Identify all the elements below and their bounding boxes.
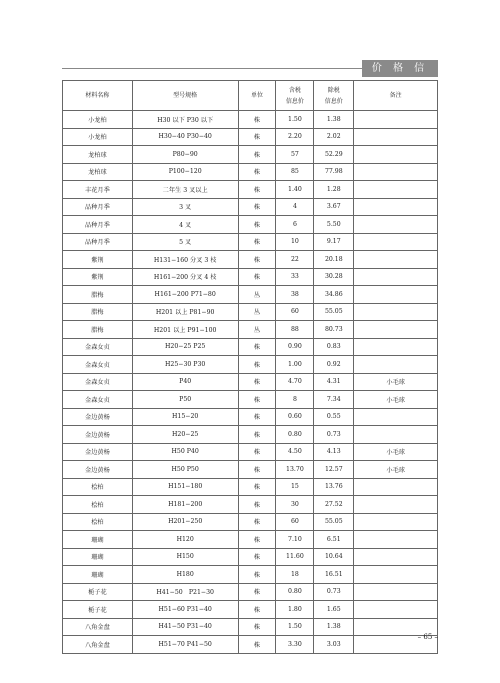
cell-unit: 株 — [238, 636, 276, 654]
cell-name: 栀子花 — [63, 583, 133, 601]
table-row — [63, 531, 438, 549]
header-tax-excluded-line1: 除税 — [327, 86, 340, 94]
cell-spec: H151−180 — [132, 478, 238, 496]
cell-name: 品种月季 — [63, 198, 133, 216]
cell-unit: 株 — [238, 251, 276, 269]
cell-note — [354, 513, 438, 531]
cell-note — [354, 198, 438, 216]
section-title-tag: 价 格 信 息 — [362, 60, 438, 77]
cell-note — [354, 111, 438, 129]
table-row — [63, 566, 438, 584]
table-row — [63, 268, 438, 286]
cell-unit: 株 — [238, 373, 276, 391]
cell-tax-included: 10 — [276, 233, 314, 251]
table-row — [63, 338, 438, 356]
cell-spec: P50 — [132, 391, 238, 409]
cell-name: 桧柏 — [63, 496, 133, 514]
table-row — [63, 233, 438, 251]
cell-tax-included: 0.60 — [276, 408, 314, 426]
cell-spec: 5 叉 — [132, 233, 238, 251]
cell-spec: H50 P50 — [132, 461, 238, 479]
cell-note — [354, 601, 438, 619]
cell-name: 桧柏 — [63, 478, 133, 496]
cell-tax-included: 1.40 — [276, 181, 314, 199]
cell-tax-included: 0.90 — [276, 338, 314, 356]
cell-tax-excluded: 80.73 — [314, 321, 354, 339]
cell-name: 八角金盘 — [63, 636, 133, 654]
table-row — [63, 618, 438, 636]
cell-spec: H161−200 P71−80 — [132, 286, 238, 304]
table-row — [63, 321, 438, 339]
table-row — [63, 373, 438, 391]
cell-tax-excluded: 0.55 — [314, 408, 354, 426]
cell-unit: 株 — [238, 531, 276, 549]
cell-spec: H30−40 P30−40 — [132, 128, 238, 146]
cell-spec: H201−250 — [132, 513, 238, 531]
cell-spec: H20−25 — [132, 426, 238, 444]
cell-note — [354, 163, 438, 181]
table-row — [63, 356, 438, 374]
cell-note: 小毛球 — [354, 391, 438, 409]
cell-tax-excluded: 0.73 — [314, 583, 354, 601]
cell-note: 小毛球 — [354, 373, 438, 391]
cell-unit: 株 — [238, 233, 276, 251]
cell-note — [354, 566, 438, 584]
cell-tax-included: 13.70 — [276, 461, 314, 479]
cell-unit: 株 — [238, 426, 276, 444]
cell-tax-included: 1.80 — [276, 601, 314, 619]
cell-tax-included: 0.80 — [276, 583, 314, 601]
cell-tax-excluded: 6.51 — [314, 531, 354, 549]
cell-tax-included: 0.80 — [276, 426, 314, 444]
cell-tax-included: 8 — [276, 391, 314, 409]
cell-unit: 株 — [238, 146, 276, 164]
table-row — [63, 426, 438, 444]
cell-name: 珊瑚 — [63, 548, 133, 566]
cell-tax-included: 60 — [276, 513, 314, 531]
cell-spec: H20−25 P25 — [132, 338, 238, 356]
cell-tax-included: 15 — [276, 478, 314, 496]
cell-spec: H51−60 P31−40 — [132, 601, 238, 619]
header-unit: 单位 — [238, 81, 276, 111]
cell-tax-excluded: 52.29 — [314, 146, 354, 164]
cell-tax-excluded: 9.17 — [314, 233, 354, 251]
table-row — [63, 496, 438, 514]
table-row — [63, 181, 438, 199]
cell-tax-excluded: 7.34 — [314, 391, 354, 409]
cell-tax-excluded: 16.51 — [314, 566, 354, 584]
cell-note: 小毛球 — [354, 443, 438, 461]
cell-tax-excluded: 30.28 — [314, 268, 354, 286]
cell-name: 紫荆 — [63, 268, 133, 286]
table-row — [63, 111, 438, 129]
cell-unit: 株 — [238, 461, 276, 479]
cell-tax-included: 57 — [276, 146, 314, 164]
cell-note — [354, 496, 438, 514]
cell-tax-included: 1.00 — [276, 356, 314, 374]
header-note: 备注 — [354, 81, 438, 111]
cell-note — [354, 146, 438, 164]
cell-tax-excluded: 55.05 — [314, 513, 354, 531]
table-row — [63, 408, 438, 426]
cell-name: 龙柏球 — [63, 163, 133, 181]
cell-spec: H50 P40 — [132, 443, 238, 461]
cell-name: 金边黄杨 — [63, 426, 133, 444]
cell-tax-excluded: 2.02 — [314, 128, 354, 146]
cell-note — [354, 548, 438, 566]
cell-unit: 株 — [238, 566, 276, 584]
cell-tax-excluded: 20.18 — [314, 251, 354, 269]
table-row — [63, 303, 438, 321]
cell-tax-excluded: 4.31 — [314, 373, 354, 391]
cell-name: 金边黄杨 — [63, 408, 133, 426]
cell-note — [354, 356, 438, 374]
table-row — [63, 286, 438, 304]
cell-tax-excluded: 77.98 — [314, 163, 354, 181]
cell-unit: 株 — [238, 128, 276, 146]
table-row — [63, 478, 438, 496]
cell-spec: H201 以上 P91−100 — [132, 321, 238, 339]
cell-spec: H41−50 P31−40 — [132, 618, 238, 636]
cell-tax-excluded: 1.38 — [314, 111, 354, 129]
cell-unit: 株 — [238, 513, 276, 531]
cell-spec: H180 — [132, 566, 238, 584]
table-header-row — [63, 81, 438, 111]
cell-note — [354, 286, 438, 304]
cell-name: 丰花月季 — [63, 181, 133, 199]
cell-tax-excluded: 3.67 — [314, 198, 354, 216]
header-tax-included-line2: 信息价 — [285, 97, 304, 105]
table-row — [63, 443, 438, 461]
cell-tax-included: 4.50 — [276, 443, 314, 461]
cell-spec: H131−160 分叉 3 枝 — [132, 251, 238, 269]
cell-unit: 丛 — [238, 321, 276, 339]
cell-unit: 株 — [238, 496, 276, 514]
cell-note — [354, 426, 438, 444]
cell-unit: 株 — [238, 583, 276, 601]
cell-tax-included: 22 — [276, 251, 314, 269]
cell-tax-excluded: 4.13 — [314, 443, 354, 461]
cell-unit: 株 — [238, 443, 276, 461]
cell-unit: 株 — [238, 163, 276, 181]
cell-spec: H150 — [132, 548, 238, 566]
table-row — [63, 461, 438, 479]
header-rule — [62, 68, 362, 69]
cell-name: 腊梅 — [63, 321, 133, 339]
cell-spec: H30 以下 P30 以下 — [132, 111, 238, 129]
table-row — [63, 128, 438, 146]
cell-tax-included: 2.20 — [276, 128, 314, 146]
cell-unit: 丛 — [238, 303, 276, 321]
header-tax-excluded — [314, 81, 354, 111]
cell-name: 金森女贞 — [63, 338, 133, 356]
cell-name: 八角金盘 — [63, 618, 133, 636]
table-row — [63, 146, 438, 164]
cell-tax-excluded: 1.65 — [314, 601, 354, 619]
cell-tax-included: 1.50 — [276, 111, 314, 129]
cell-tax-excluded: 0.92 — [314, 356, 354, 374]
price-table — [62, 80, 438, 654]
cell-note: 小毛球 — [354, 461, 438, 479]
cell-spec: P40 — [132, 373, 238, 391]
cell-name: 腊梅 — [63, 303, 133, 321]
cell-name: 腊梅 — [63, 286, 133, 304]
cell-tax-excluded: 1.38 — [314, 618, 354, 636]
cell-name: 珊瑚 — [63, 531, 133, 549]
cell-spec: H201 以上 P81−90 — [132, 303, 238, 321]
cell-name: 品种月季 — [63, 216, 133, 234]
cell-unit: 株 — [238, 111, 276, 129]
cell-name: 栀子花 — [63, 601, 133, 619]
table-row — [63, 583, 438, 601]
cell-spec: P80−90 — [132, 146, 238, 164]
cell-spec: H51−70 P41−50 — [132, 636, 238, 654]
cell-unit: 株 — [238, 198, 276, 216]
table-row — [63, 391, 438, 409]
cell-tax-included: 85 — [276, 163, 314, 181]
cell-name: 小龙柏 — [63, 128, 133, 146]
cell-tax-included: 60 — [276, 303, 314, 321]
cell-name: 金森女贞 — [63, 373, 133, 391]
cell-note — [354, 303, 438, 321]
cell-tax-included: 38 — [276, 286, 314, 304]
cell-tax-included: 7.10 — [276, 531, 314, 549]
cell-tax-included: 4 — [276, 198, 314, 216]
cell-name: 珊瑚 — [63, 566, 133, 584]
cell-note — [354, 233, 438, 251]
header-spec: 型号规格 — [132, 81, 238, 111]
cell-unit: 株 — [238, 268, 276, 286]
cell-tax-excluded: 0.73 — [314, 426, 354, 444]
cell-unit: 株 — [238, 391, 276, 409]
cell-tax-included: 30 — [276, 496, 314, 514]
cell-name: 龙柏球 — [63, 146, 133, 164]
cell-spec: 二年生 3 叉以上 — [132, 181, 238, 199]
cell-note — [354, 478, 438, 496]
cell-name: 金森女贞 — [63, 356, 133, 374]
cell-name: 紫荆 — [63, 251, 133, 269]
cell-note — [354, 181, 438, 199]
cell-tax-included: 11.60 — [276, 548, 314, 566]
cell-tax-excluded: 3.03 — [314, 636, 354, 654]
cell-unit: 丛 — [238, 286, 276, 304]
cell-tax-included: 4.70 — [276, 373, 314, 391]
table-body — [63, 111, 438, 654]
table-row — [63, 216, 438, 234]
cell-unit: 株 — [238, 181, 276, 199]
cell-spec: 3 叉 — [132, 198, 238, 216]
cell-spec: 4 叉 — [132, 216, 238, 234]
cell-name: 金边黄杨 — [63, 461, 133, 479]
table-row — [63, 163, 438, 181]
cell-tax-excluded: 5.50 — [314, 216, 354, 234]
cell-tax-included: 1.50 — [276, 618, 314, 636]
cell-spec: H41−50 P21−30 — [132, 583, 238, 601]
cell-unit: 株 — [238, 618, 276, 636]
cell-tax-included: 18 — [276, 566, 314, 584]
cell-spec: H15−20 — [132, 408, 238, 426]
header-name: 材料名称 — [63, 81, 133, 111]
page-number: – 65 – — [417, 633, 438, 641]
cell-name: 小龙柏 — [63, 111, 133, 129]
cell-name: 金边黄杨 — [63, 443, 133, 461]
cell-name: 品种月季 — [63, 233, 133, 251]
cell-spec: H25−30 P30 — [132, 356, 238, 374]
cell-note — [354, 128, 438, 146]
header-tax-included — [276, 81, 314, 111]
cell-tax-excluded: 1.28 — [314, 181, 354, 199]
cell-note — [354, 268, 438, 286]
cell-tax-included: 33 — [276, 268, 314, 286]
table-row — [63, 198, 438, 216]
cell-spec: H120 — [132, 531, 238, 549]
cell-tax-excluded: 10.64 — [314, 548, 354, 566]
cell-unit: 株 — [238, 478, 276, 496]
table-row — [63, 636, 438, 654]
cell-note — [354, 408, 438, 426]
cell-note — [354, 216, 438, 234]
cell-unit: 株 — [238, 356, 276, 374]
cell-tax-excluded: 13.76 — [314, 478, 354, 496]
cell-tax-included: 6 — [276, 216, 314, 234]
cell-tax-excluded: 27.52 — [314, 496, 354, 514]
cell-note — [354, 531, 438, 549]
cell-unit: 株 — [238, 601, 276, 619]
cell-tax-included: 3.30 — [276, 636, 314, 654]
cell-unit: 株 — [238, 408, 276, 426]
table-row — [63, 251, 438, 269]
header-tax-included-line1: 含税 — [288, 86, 301, 94]
cell-note — [354, 338, 438, 356]
cell-tax-included: 88 — [276, 321, 314, 339]
cell-tax-excluded: 34.86 — [314, 286, 354, 304]
cell-note — [354, 583, 438, 601]
cell-name: 桧柏 — [63, 513, 133, 531]
cell-note — [354, 251, 438, 269]
table-row — [63, 601, 438, 619]
cell-unit: 株 — [238, 548, 276, 566]
cell-tax-excluded: 12.57 — [314, 461, 354, 479]
cell-spec: H181−200 — [132, 496, 238, 514]
cell-unit: 株 — [238, 216, 276, 234]
cell-note — [354, 321, 438, 339]
cell-spec: H161−200 分叉 4 枝 — [132, 268, 238, 286]
cell-unit: 株 — [238, 338, 276, 356]
cell-spec: P100−120 — [132, 163, 238, 181]
table-row — [63, 548, 438, 566]
cell-tax-excluded: 55.05 — [314, 303, 354, 321]
table-row — [63, 513, 438, 531]
cell-name: 金森女贞 — [63, 391, 133, 409]
cell-tax-excluded: 0.83 — [314, 338, 354, 356]
header-tax-excluded-line2: 信息价 — [324, 97, 343, 105]
